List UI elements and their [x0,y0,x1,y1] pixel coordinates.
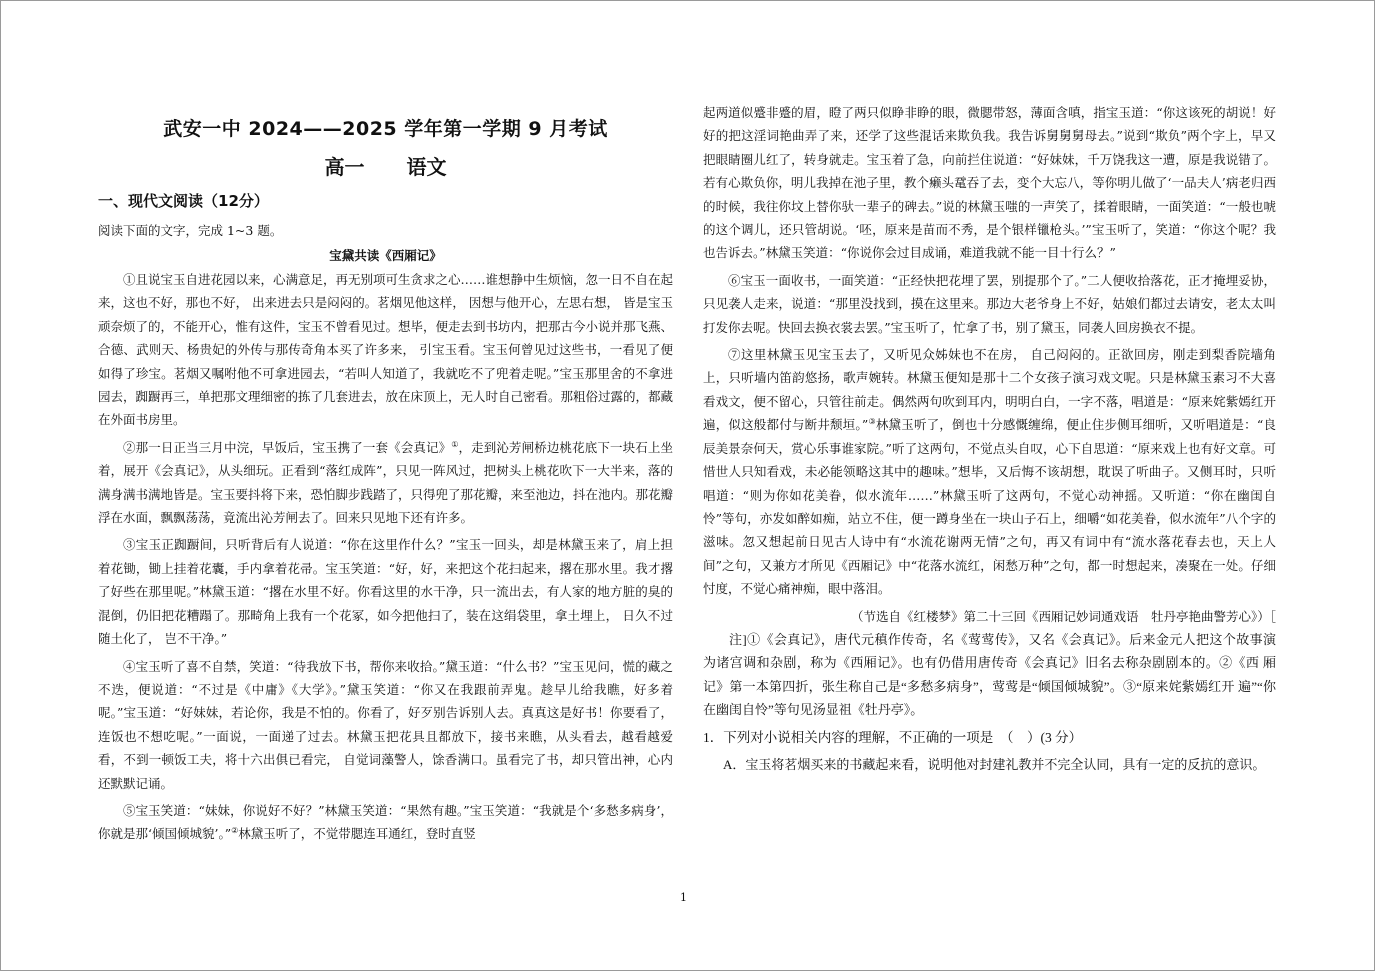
paragraph-1: ①且说宝玉自进花园以来，心满意足，再无别项可生贪求之心……谁想静中生烦恼，忽一日不自在起来，这也不好，那也不好， 出来进去只是闷闷的。茗烟见他这样， 因想与他开心，左思右想， 皆是宝玉顽奈烦了的，不能开心，惟有这件，宝玉不曾看见过。想毕，便走去到书坊内，把那古今小说并那飞燕、合德、武则天、杨贵妃的外传与那传奇角本买了许多来， 引宝玉看。宝玉何曾见过这些书，一看见了便如得了珍宝。茗烟又嘱咐他不可拿进园去，“若叫人知道了，我就吃不了兜着走呢。”宝玉那里舍的不拿进园去，踟蹰再三，单把那文理细密的拣了几套进去，放在床顶上，无人时自己密看。那粗俗过露的，都藏在外面书房里。 [98,272,674,428]
left-body [98,268,673,850]
exam-title: 武安一中 2024——2025 学年第一学期 9 月考试 [163,118,608,140]
subject-label: 语文 [406,155,447,179]
paragraph-3: ③宝玉正踟蹰间，只听背后有人说道：“你在这里作什么？”宝玉一回头，却是林黛玉来了，肩上担着花锄，锄上挂着花囊，手内拿着花帚。宝玉笑道：“好，好，来把这个花扫起来，撂在那水里。我才撂了好些在那里呢。”林黛玉道：“撂在水里不好。你看这里的水干净，只一流出去，有人家的地方脏的臭的混倒，仍旧把花糟蹋了。那畸角上我有一个花冢，如今把他扫了，装在这绢袋里，拿土埋上， 日久不过随土化了， 岂不干净。” [98,537,673,647]
footnote-mark-1: ① [451,439,459,449]
right-body [703,101,1276,774]
paragraph-2: ②那一日正当三月中浣，早饭后，宝玉携了一套《会真记》①，走到沁芳闸桥边桃花底下一块石上坐着，展开《会真记》，从头细玩。正看到“落红成阵”，只见一阵风过，把树头上桃花吹下一大半来，落的满身满书满地皆是。宝玉要抖将下来，恐怕脚步践踏了，只得兜了那花瓣，来至池边，抖在池内。那花瓣浮在水面，飘飘荡荡，竟流出沁芳闸去了。回来只见地下还有许多。 [98,439,674,526]
instruction-text: 阅读下面的文字，完成 1~3 题。 [98,223,283,238]
annotation-note: 注]①《会真记》，唐代元稹作传奇，名《莺莺传》，又名《会真记》。后来金元人把这个故事演 为诸宫调和杂剧，称为《西厢记》。也有仍借用唐传奇《会真记》旧名去称杂剧剧本的。②《西 厢记》第一本第四折，张生称自己是“多愁多病身”，莺莺是“倾国倾城貌”。③“原来姹紫嫣红开 遍”“你在幽闺自怜”等句见汤显祖《牡丹亭》。 [703,631,1276,718]
paragraph-7: ⑦这里林黛玉见宝玉去了，又听见众姊妹也不在房， 自己闷闷的。正欲回房，刚走到梨香院墙角上，只听墙内笛韵悠扬，歌声婉转。林黛玉便知是那十二个女孩子演习戏文呢。只是林黛玉素习不大喜看戏文，便不留心，只管往前走。偶然两句吹到耳内，明明白白，一字不落，唱道是：“原来姹紫嫣红开遍，似这般都付与断井颓垣。”③林黛玉听了，倒也十分感慨缠绵，便止住步侧耳细听，又听唱道是：“良辰美景奈何天，赏心乐事谁家院。”听了这两句，不觉点头自叹，心下自思道：“原来戏上也有好文章。可惜世人只知看戏，未必能领略这其中的趣味。”想毕，又后悔不该胡想，耽误了听曲子。又侧耳时，只听唱道：“则为你如花美眷，似水流年……”林黛玉听了这两句，不觉心动神摇。又听道：“你在幽闺自怜”等句，亦发如醉如痴，站立不住，便一蹲身坐在一块山子石上，细嚼“如花美眷，似水流年”八个字的滋味。忽又想起前日见古人诗中有“水流花谢两无情”之句，再又有词中有“流水落花春去也，天上人间”之句，又兼方才所见《西厢记》中“花落水流红，闲愁万种”之句，都一时想起来，凑聚在一处。仔细忖度，不觉心痛神痴，眼中落泪。 [703,347,1276,597]
footnote-mark-2: ② [231,826,239,836]
footnote-mark-3: ③ [868,417,876,427]
source-citation: （节选自《红楼梦》第二十三回《西厢记妙词通戏语 牡丹亭艳曲警芳心》）［ [850,608,1276,624]
paragraph-5-continued: 起两道似蹙非蹙的眉，瞪了两只似睁非睁的眼，微腮带怒，薄面含嗔，指宝玉道：“你这该死的胡说！好好的把这淫词艳曲弄了来，还学了这些混话来欺负我。我告诉舅舅舅母去。”说到“欺负”两个字上，早又把眼睛圈儿红了，转身就走。宝玉着了急，向前拦住说道：“好妹妹，千万饶我这一遭，原是我说错了。若有心欺负你，明儿我掉在池子里，教个癞头鼋吞了去，变个大忘八，等你明儿做了‘一品夫人’病老归西的时候，我往你坟上替你驮一辈子的碑去。”说的林黛玉嗤的一声笑了，揉着眼睛，一面笑道：“一般也唬的这个调儿，还只管胡说。‘呸，原来是苗而不秀，是个银样镴枪头。’”宝玉听了，笑道：“你这个呢？我也告诉去。”林黛玉笑道：“你说你会过目成诵，难道我就不能一目十行么？” [703,105,1276,261]
paragraph-5: ⑤宝玉笑道：“妹妹，你说好不好？”林黛玉笑道：“果然有趣。”宝玉笑道：“我就是个‘多愁多病身’，你就是那‘倾国倾城貌’。”②林黛玉听了，不觉带腮连耳通红，登时直竖 [98,802,673,842]
article-title: 宝黛共读《西厢记》 [329,248,442,263]
question-1-stem: 1．下列对小说相关内容的理解，不正确的一项是 （ ）(3 分） [703,729,1083,745]
page-number: 1 [680,891,687,904]
paragraph-4: ④宝玉听了喜不自禁，笑道：“待我放下书，帮你来收拾。”黛玉道：“什么书？”宝玉见问，慌的藏之不迭，便说道：“不过是《中庸》《大学》。”黛玉笑道：“你又在我跟前弄鬼。趁早儿给我瞧，好多着呢。”宝玉道：“好妹妹，若论你，我是不怕的。你看了，好歹别告诉别人去。真真这是好书！你要看了，连饭也不想吃呢。”一面说，一面递了过去。林黛玉把花具且都放下，接书来瞧，从头看去，越看越爱看，不到一顿饭工夫，将十六出俱已看完， 自觉词藻警人，馀香满口。虽看完了书，却只管出神，心内还默默记诵。 [98,658,673,791]
paragraph-6: ⑥宝玉一面收书，一面笑道：“正经快把花埋了罢，别提那个了。”二人便收拾落花，正才掩埋妥协，只见袭人走来，说道：“那里没找到，摸在这里来。那边大老爷身上不好，姑娘们都过去请安，老太太叫打发你去呢。快回去换衣裳去罢。”宝玉听了，忙拿了书，别了黛玉，同袭人回房换衣不提。 [703,272,1276,335]
section-heading: 一、现代文阅读（12分） [98,192,269,210]
question-1-option-a: A．宝玉将茗烟买来的书藏起来看，说明他对封建礼教并不完全认同，具有一定的反抗的意识。 [723,756,1266,772]
exam-subtitle [98,151,673,180]
grade-label: 高一 [324,155,365,179]
